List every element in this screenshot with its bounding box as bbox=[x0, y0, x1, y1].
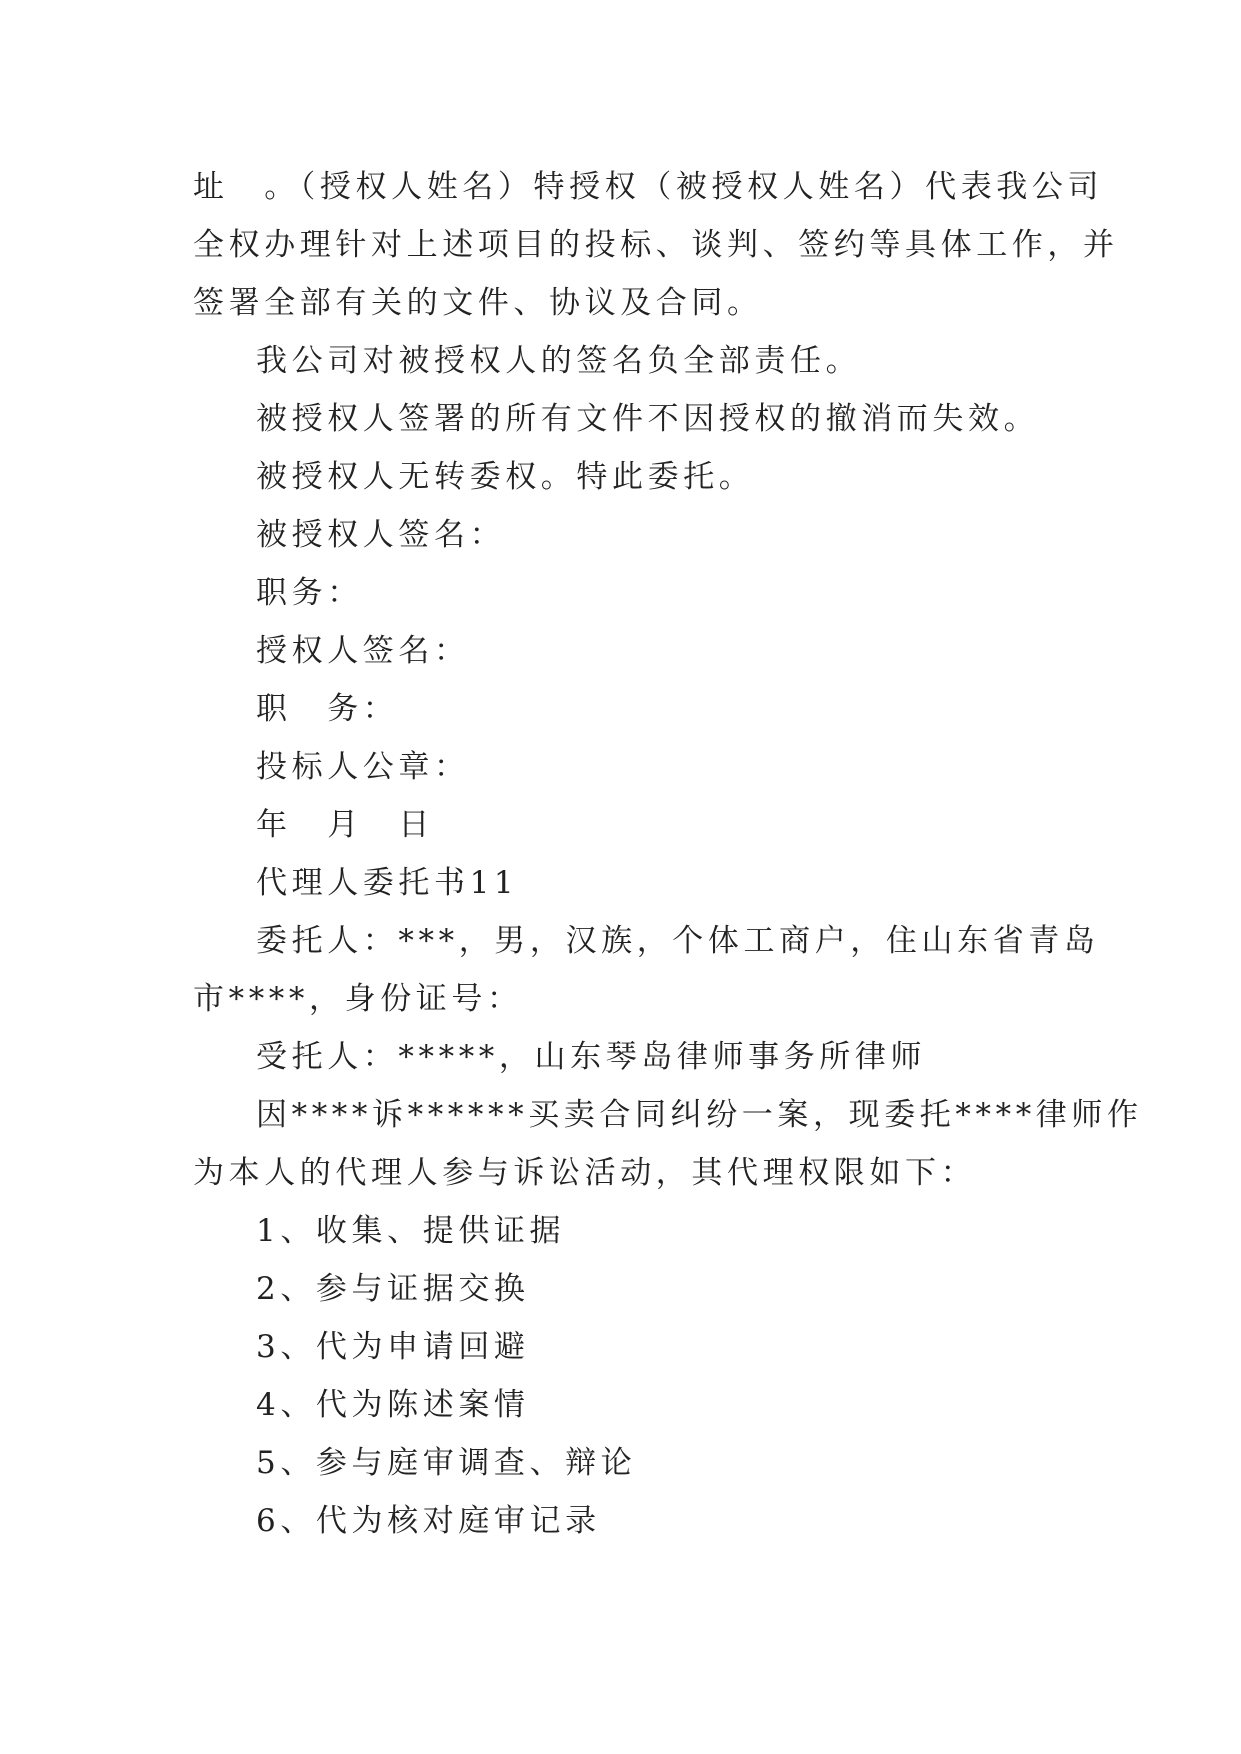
list-item-3: 3、代为申请回避 bbox=[256, 1329, 530, 1365]
section-title: 代理人委托书11 bbox=[256, 865, 519, 901]
paragraph-authorization-continuation-line-1: 址 。（授权人姓名）特授权（被授权人姓名）代表我公司 bbox=[193, 169, 1104, 205]
paragraph-agent: 受托人：*****，山东琴岛律师事务所律师 bbox=[256, 1039, 927, 1075]
paragraph-case-line-1: 因****诉******买卖合同纠纷一案，现委托****律师作 bbox=[256, 1097, 1143, 1133]
paragraph-validity: 被授权人签署的所有文件不因授权的撤消而失效。 bbox=[256, 401, 1040, 437]
paragraph-case-line-2: 为本人的代理人参与诉讼活动，其代理权限如下： bbox=[193, 1155, 977, 1191]
paragraph-authorization-continuation-line-2: 全权办理针对上述项目的投标、谈判、签约等具体工作，并 bbox=[193, 227, 1119, 263]
list-item-2: 2、参与证据交换 bbox=[256, 1271, 530, 1307]
field-authorized-signature: 被授权人签名： bbox=[256, 517, 506, 553]
paragraph-principal-line-1: 委托人：***，男，汉族，个体工商户，住山东省青岛 bbox=[256, 923, 1100, 959]
list-item-1: 1、收集、提供证据 bbox=[256, 1213, 566, 1249]
field-authorizer-signature: 授权人签名： bbox=[256, 633, 470, 669]
field-authorizer-position: 职 务： bbox=[256, 691, 399, 727]
list-item-4: 4、代为陈述案情 bbox=[256, 1387, 530, 1423]
list-item-5: 5、参与庭审调查、辩论 bbox=[256, 1445, 637, 1481]
paragraph-authorization-continuation-line-3: 签署全部有关的文件、协议及合同。 bbox=[193, 285, 763, 321]
field-date: 年 月 日 bbox=[256, 807, 434, 843]
paragraph-principal-line-2: 市****，身份证号： bbox=[193, 981, 523, 1017]
paragraph-responsibility: 我公司对被授权人的签名负全部责任。 bbox=[256, 343, 862, 379]
list-item-6: 6、代为核对庭审记录 bbox=[256, 1503, 601, 1539]
field-authorized-position: 职务： bbox=[256, 575, 363, 611]
field-bidder-seal: 投标人公章： bbox=[256, 749, 470, 785]
paragraph-no-transfer: 被授权人无转委权。特此委托。 bbox=[256, 459, 755, 495]
